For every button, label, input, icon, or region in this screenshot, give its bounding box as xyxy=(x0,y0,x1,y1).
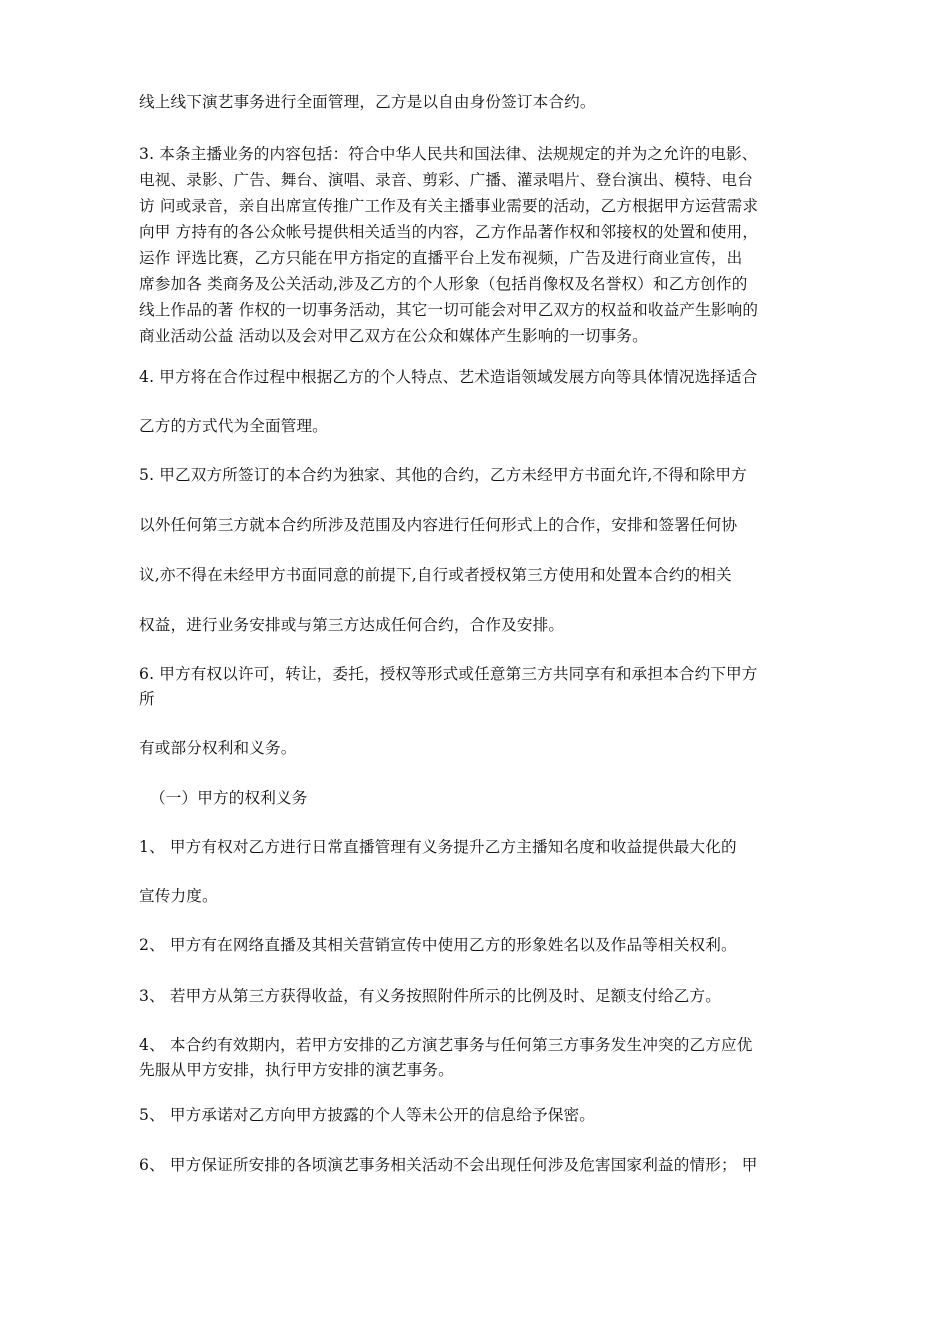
clause-6-line: 6. 甲方有权以许可，转让，委托，授权等形式或任意第三方共同享有和承担本合约下甲方 xyxy=(139,665,758,683)
text-line: 席参加各 类商务及公关活动,涉及乙方的个人形象（包括肖像权及名誉权）和乙方创作的 xyxy=(139,275,748,293)
clause-5-line: 5. 甲乙双方所签订的本合约为独家、其他的合约，乙方未经甲方书面允许,不得和除甲方 xyxy=(139,466,747,484)
text-line: 宣传力度。 xyxy=(139,887,218,905)
text-line: 有或部分权利和义务。 xyxy=(139,739,297,757)
text-line: 向甲 方持有的各公众帐号提供相关适当的内容，乙方作品著作权和邻接权的处置和使用， xyxy=(139,223,759,241)
text-line: 访 问或录音，亲自出席宣传推广工作及有关主播事业需要的活动，乙方根据甲方运营需求 xyxy=(139,197,759,215)
text-line: 线上作品的著 作权的一切事务活动，其它一切可能会对甲乙双方的权益和收益产生影响的 xyxy=(139,301,759,319)
text-line: 电视、录影、广告、舞台、演唱、录音、剪彩、广播、灌录唱片、登台演出、模特、电台 xyxy=(139,171,754,189)
text-line: 权益，进行业务安排或与第三方达成任何合约，合作及安排。 xyxy=(139,616,565,634)
text-line: 商业活动公益 活动以及会对甲乙双方在公众和媒体产生影响的一切事务。 xyxy=(139,327,648,345)
text-line: 以外任何第三方就本合约所涉及范围及内容进行任何形式上的合作，安排和签署任何协 xyxy=(139,516,738,534)
text-line: 乙方的方式代为全面管理。 xyxy=(139,417,328,435)
text-line: 所 xyxy=(139,690,155,708)
text-line: 运作 评选比赛，乙方只能在甲方指定的直播平台上发布视频，广告及进行商业宣传，出 xyxy=(139,249,743,267)
text-line: 议,亦不得在未经甲方书面同意的前提下,自行或者授权第三方使用和处置本合约的相关 xyxy=(139,566,732,584)
text-line: 线上线下演艺事务进行全面管理，乙方是以自由身份签订本合约。 xyxy=(139,93,596,111)
item-1-line: 1、 甲方有权对乙方进行日常直播管理有义务提升乙方主播知名度和收益提供最大化的 xyxy=(139,838,737,856)
item-4-line: 4、 本合约有效期内，若甲方安排的乙方演艺事务与任何第三方事务发生冲突的乙方应优 xyxy=(139,1036,753,1054)
item-2-line: 2、 甲方有在网络直播及其相关营销宣传中使用乙方的形象姓名以及作品等相关权利。 xyxy=(139,936,737,954)
text-line: 先服从甲方安排，执行甲方安排的演艺事务。 xyxy=(139,1061,454,1079)
item-3-line: 3、 若甲方从第三方获得收益，有义务按照附件所示的比例及时、足额支付给乙方。 xyxy=(139,987,721,1005)
item-5-line: 5、 甲方承诺对乙方向甲方披露的个人等未公开的信息给予保密。 xyxy=(139,1106,596,1124)
item-6-line: 6、 甲方保证所安排的各顷演艺事务相关活动不会出现任何涉及危害国家利益的情形； 甲 xyxy=(139,1156,758,1174)
section-heading: （一）甲方的权利义务 xyxy=(150,789,308,807)
clause-4-line: 4. 甲方将在合作过程中根据乙方的个人特点、艺术造诣领域发展方向等具体情况选择适合 xyxy=(139,368,758,386)
clause-3-line: 3. 本条主播业务的内容包括：符合中华人民共和国法律、法规规定的并为之允许的电影、 xyxy=(139,145,758,163)
